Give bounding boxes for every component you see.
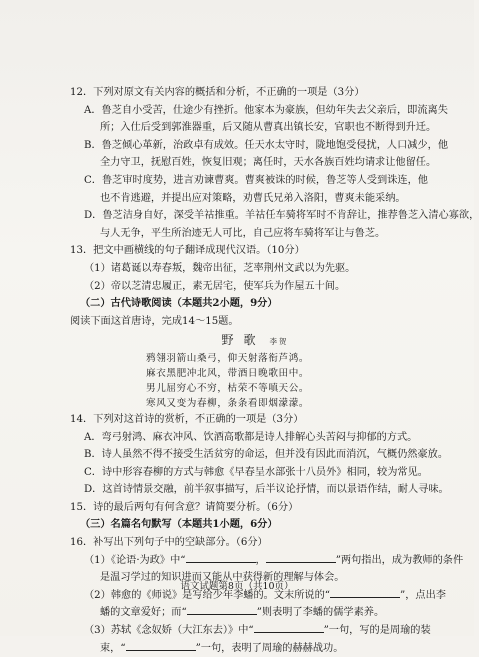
exam-content bbox=[70, 84, 479, 657]
section-2-intro: 阅读下面这首唐诗，完成14～15题。 bbox=[70, 315, 239, 327]
option-12a-line2: 所；入仕后受到郭淮器重，后又随从曹真出镇长安，官职也不断得到升迁。 bbox=[100, 122, 437, 134]
option-12d-line2: 与人无争，平生所治迹无人可比，自己应将车骑将军让与鲁芝。 bbox=[100, 227, 386, 239]
option-12b-line2: 全力守卫，抚慰百姓，恢复旧观；离任时，天水各族百姓均请求让他留任。 bbox=[100, 157, 437, 169]
question-12-stem: 12．下列对原文有关内容的概括和分析，不正确的一项是（3分） bbox=[70, 87, 365, 98]
answer-blank[interactable] bbox=[126, 640, 196, 651]
page-footer: 语文试题第8页（共10页） bbox=[180, 581, 294, 592]
option-14d: D．这首诗情景交融，前半叙事描写，后半议论抒情，而以景语作结，耐人寻味。 bbox=[84, 484, 449, 496]
option-12d-line1: D．鲁芝洁身自好，深受羊祜推重。羊祜任车骑将军时不肯辞让，推荐鲁芝入清心寡欲， bbox=[84, 210, 479, 222]
option-12b-line1: B．鲁芝倾心革新，治政卓有成效。任天水太守时，陇地饱受侵扰，人口减少，他 bbox=[84, 139, 449, 151]
poem-line-3: 男儿屈穷心不穷，枯荣不等嗔天公。 bbox=[146, 382, 310, 394]
option-14c: C．诗中形容春柳的方式与韩愈《早春呈水部张十八员外》相同，较为常见。 bbox=[84, 466, 428, 478]
poem-line-2: 麻衣黑肥冲北风，带酒日晚歌田中。 bbox=[146, 367, 310, 379]
option-12c-line1: C．鲁芝审时度势，进言劝谏曹爽。曹爽被诛的时候，鲁芝等人受到诛连，他 bbox=[84, 174, 428, 186]
section-3-header: （三）名篇名句默写（本题共1小题，6分） bbox=[80, 518, 278, 531]
answer-blank[interactable] bbox=[187, 604, 257, 615]
question-14-stem: 14．下列对这首诗的赏析，不正确的一项是（3分） bbox=[70, 413, 304, 425]
poem-title: 野歌 bbox=[221, 333, 266, 348]
question-16-item-2-cont: 蟠的文章爱好；而“ ”则表明了李蟠的儒学素养。 bbox=[70, 604, 440, 622]
option-14b: B．诗人虽然不得不接受生活贫穷的命运，但并没有因此而消沉，气概仍然豪放。 bbox=[84, 449, 449, 461]
option-14a: A．弯弓射鸿、麻衣冲风、饮酒高歌都是诗人排解心头苦闷与抑郁的方式。 bbox=[84, 431, 418, 443]
question-16-item-1-cont: 是温习学过的知识进而又能从中获得新的理解与体会。 bbox=[100, 572, 345, 584]
poem-line-4: 寒风又变为春柳，条条看即烟濛濛。 bbox=[146, 397, 310, 409]
question-16-item-1: （1）《论语·为政》中“ ， ”两句指出，成为教师的条件 bbox=[70, 552, 440, 570]
question-16-item-3-cont: 束，“ ”一句，表明了周瑜的赫赫战功。 bbox=[70, 640, 440, 657]
option-12a-line1: A．鲁芝自小受苦，仕途少有挫折。他家本为豪族，但幼年失去父亲后，即流离失 bbox=[84, 104, 448, 116]
question-16-item-2: （2）韩愈的《师说》是写给少年李蟠的。文末所说的“ ”，点出李 bbox=[70, 587, 440, 605]
answer-blank[interactable] bbox=[186, 552, 256, 563]
option-12c-line2: 也不肯逃避，并提出应对策略，劝曹氏兄弟入洛阳，曹爽未能采纳。 bbox=[100, 192, 406, 204]
answer-blank[interactable] bbox=[254, 622, 324, 633]
question-15-stem: 15．诗的最后两句有何含意？请简要分析。（6分） bbox=[70, 501, 299, 513]
question-13-sentence-2: （2）帝以芝清忠履正，素无居宅，使军兵为作屋五十间。 bbox=[84, 280, 346, 292]
question-16-item-3: （3）苏轼《念奴娇（大江东去）》中“ ”一句，写的是周瑜的装 bbox=[70, 622, 440, 640]
poem-title-block bbox=[70, 332, 440, 351]
section-2-header: （二）古代诗歌阅读（本题共2小题，9分） bbox=[80, 297, 278, 310]
poem-line-1: 鸦翎羽箭山桑弓，仰天射落衔芦鸿。 bbox=[146, 352, 310, 364]
question-16-stem: 16．补写出下列句子中的空缺部分。（6分） bbox=[70, 537, 268, 549]
question-13-stem: 13．把文中画横线的句子翻译成现代汉语。（10分） bbox=[70, 245, 305, 257]
poem-author: 李贺 bbox=[269, 337, 289, 347]
question-13-sentence-1: （1）诸葛诞以寿春叛，魏帝出征，芝率荆州文武以为先驱。 bbox=[84, 262, 356, 274]
answer-blank[interactable] bbox=[266, 552, 336, 563]
